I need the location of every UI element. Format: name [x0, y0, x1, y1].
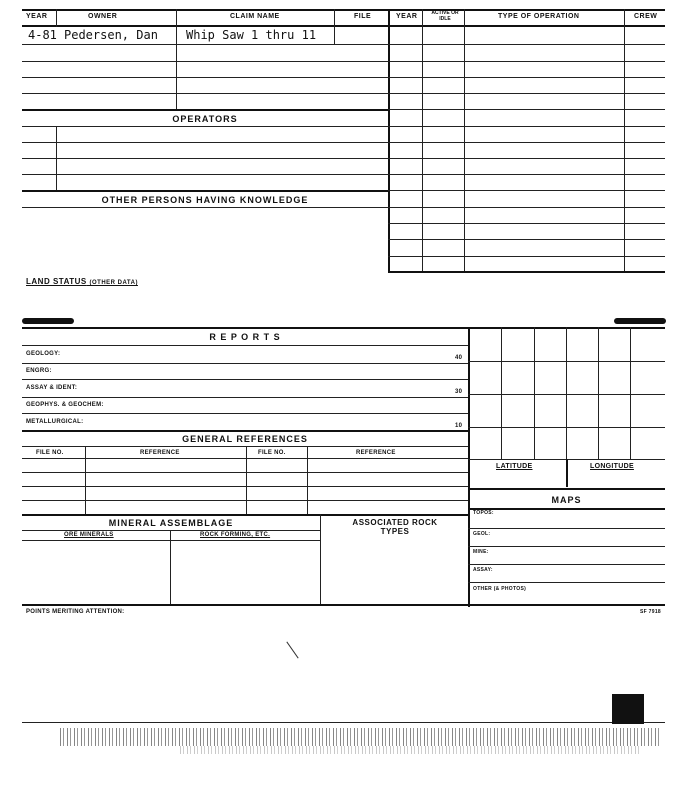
reports-title: R E P O R T S — [209, 332, 281, 342]
col-active-or-idle: ACTIVE OR IDLE — [431, 10, 459, 22]
latitude-label: LATITUDE — [496, 463, 533, 470]
report-geology: GEOLOGY: — [26, 351, 61, 357]
col-file: FILE — [354, 13, 372, 20]
col-year: YEAR — [26, 13, 48, 20]
claim-name: Whip Saw 1 thru 11 — [186, 28, 317, 42]
gr-reference-2: REFERENCE — [356, 450, 396, 456]
operators-title: OPERATORS — [172, 114, 238, 124]
other-persons-title: OTHER PERSONS HAVING KNOWLEDGE — [101, 195, 309, 205]
col-year-2: YEAR — [396, 13, 418, 20]
maps-topos: TOPOS: — [473, 510, 494, 516]
gr-file-no: FILE NO. — [36, 450, 64, 456]
form-number: SF 7918 — [640, 609, 662, 615]
report-metallurgical: METALLURGICAL: — [26, 419, 84, 425]
report-engrg: ENGRG: — [26, 368, 52, 374]
points-meriting-attention: POINTS MERITING ATTENTION: — [26, 609, 125, 615]
report-geology-num: 40 — [455, 355, 463, 361]
land-status-title: LAND STATUS — [26, 277, 87, 286]
col-crew: CREW — [634, 13, 658, 20]
general-references-title: GENERAL REFERENCES — [182, 434, 308, 444]
report-geophys: GEOPHYS. & GEOCHEM: — [26, 402, 104, 408]
claim-year: 4-81 — [28, 28, 57, 42]
maps-mine: MINE: — [473, 549, 489, 555]
claim-owner: Pedersen, Dan — [64, 28, 158, 42]
col-type-of-operation: TYPE OF OPERATION — [498, 13, 580, 20]
maps-other: OTHER (& PHOTOS) — [473, 586, 527, 592]
associated-rock-types: ASSOCIATED ROCK TYPES — [352, 518, 438, 536]
rock-forming: ROCK FORMING, ETC. — [200, 532, 271, 538]
report-assay-num: 30 — [455, 389, 463, 395]
gr-reference: REFERENCE — [140, 450, 180, 456]
col-owner: OWNER — [88, 13, 118, 20]
land-status-label — [26, 277, 138, 286]
land-status-sub: (OTHER DATA) — [89, 280, 138, 286]
gr-file-no-2: FILE NO. — [258, 450, 286, 456]
longitude-label: LONGITUDE — [590, 463, 634, 470]
maps-geol: GEOL: — [473, 531, 491, 537]
report-assay: ASSAY & IDENT: — [26, 385, 78, 391]
maps-title: MAPS — [551, 495, 582, 505]
report-metallurgical-num: 10 — [455, 423, 463, 429]
maps-assay: ASSAY: — [473, 567, 493, 573]
mineral-assemblage-title: MINERAL ASSEMBLAGE — [108, 518, 234, 528]
ore-minerals: ORE MINERALS — [64, 532, 114, 538]
col-claim-name: CLAIM NAME — [230, 13, 280, 20]
